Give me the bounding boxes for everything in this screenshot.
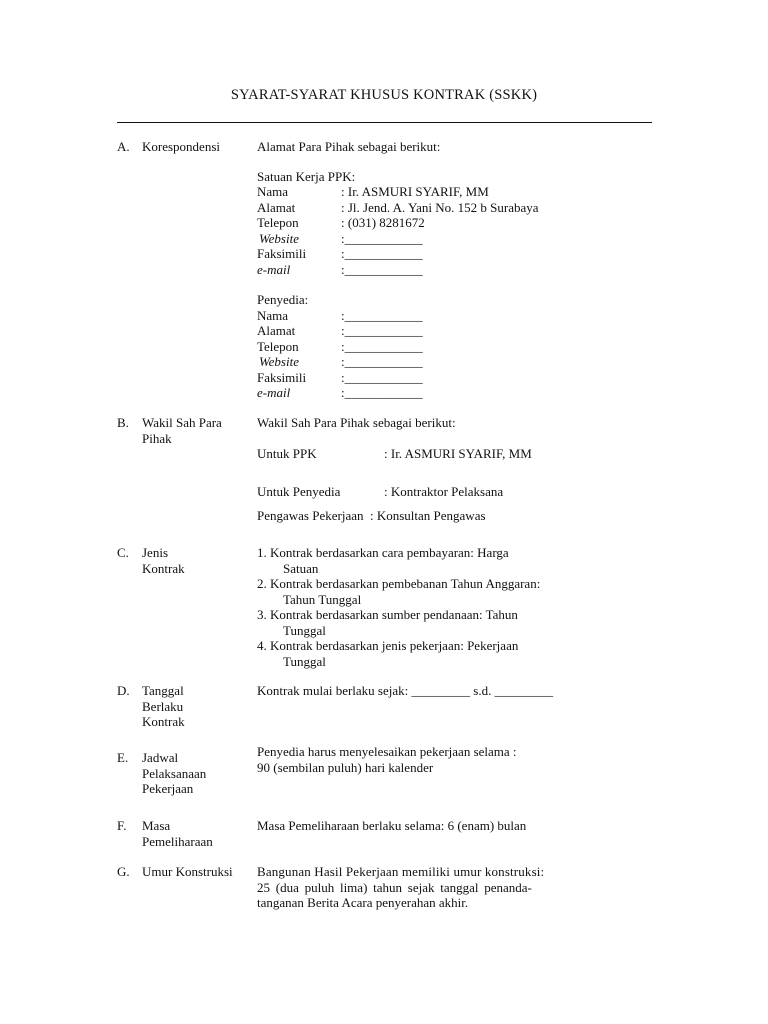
ppk-row-nama: Nama : Ir. ASMURI SYARIF, MM xyxy=(257,184,489,199)
construction-text-2: 25 (dua puluh lima) tahun sejak tanggal penanda- xyxy=(257,879,532,895)
title-divider xyxy=(117,122,652,123)
label-line: Kontrak xyxy=(142,714,185,729)
section-content xyxy=(257,818,587,834)
construction-text-1: Bangunan Hasil Pekerjaan memiliki umur konstruksi: xyxy=(257,864,545,879)
label-line: Wakil Sah Para xyxy=(142,415,222,430)
penyedia-header: Penyedia: xyxy=(257,292,309,307)
contract-type-list xyxy=(257,545,587,669)
label-line: Korespondensi xyxy=(142,139,220,154)
section-letter: A. xyxy=(117,139,130,154)
schedule-duration: 90 (sembilan puluh) hari kalender xyxy=(257,759,434,775)
penyedia-row-nama: Nama :____________ xyxy=(257,307,423,323)
penyedia-row-email: e-mail :____________ xyxy=(257,385,423,400)
wakil-ppk-row: Untuk PPK : Ir. ASMURI SYARIF, MM xyxy=(257,445,532,461)
ppk-row-website: Website :____________ xyxy=(259,230,423,246)
label-line: Pemeliharaan xyxy=(142,833,213,849)
ppk-row-telepon: Telepon : (031) 8281672 xyxy=(257,215,425,230)
section-content xyxy=(257,864,587,911)
ppk-row-email: e-mail :____________ xyxy=(257,261,423,277)
label-line: Kontrak xyxy=(142,560,185,576)
section-letter: G. xyxy=(117,864,130,879)
label-line: Pelaksanaan xyxy=(142,765,207,781)
section-label xyxy=(142,818,252,849)
section-letter: F. xyxy=(117,818,127,833)
section-content xyxy=(257,415,587,523)
document-title: SYARAT-SYARAT KHUSUS KONTRAK (SSKK) xyxy=(230,87,538,103)
penyedia-row-faksimili: Faksimili :____________ xyxy=(257,369,423,385)
section-letter: E. xyxy=(117,750,129,765)
list-item: 3. Kontrak berdasarkan sumber pendanaan: Tahun Tunggal xyxy=(257,607,518,638)
construction-text-3: tanganan Berita Acara penyerahan akhir. xyxy=(257,895,469,910)
section-letter: C. xyxy=(117,545,129,560)
list-item: 1. Kontrak berdasarkan cara pembayaran: Harga Satuan xyxy=(257,545,509,576)
section-label xyxy=(142,750,252,797)
section-letter: D. xyxy=(117,683,130,698)
section-content xyxy=(257,139,587,401)
label-line: Jadwal xyxy=(142,750,179,765)
list-item: 4. Kontrak berdasarkan jenis pekerjaan: Pekerjaan Tunggal xyxy=(257,638,519,669)
label-line: Masa xyxy=(142,818,171,833)
ppk-row-faksimili: Faksimili :____________ xyxy=(257,246,423,261)
intro-text: Alamat Para Pihak sebagai berikut: xyxy=(257,139,441,154)
label-line: Pihak xyxy=(142,430,172,446)
penyedia-row-alamat: Alamat :____________ xyxy=(257,323,423,338)
schedule-text: Penyedia harus menyelesaikan pekerjaan selama : xyxy=(257,744,517,759)
section-label xyxy=(142,545,252,576)
section-label xyxy=(142,415,252,446)
label-line: Umur Konstruksi xyxy=(142,864,233,879)
ppk-row-alamat: Alamat : Jl. Jend. A. Yani No. 152 b Surabaya xyxy=(257,199,539,215)
penyedia-row-telepon: Telepon :____________ xyxy=(257,338,423,354)
label-line: Berlaku xyxy=(142,698,184,714)
wakil-penyedia-row: Untuk Penyedia : Kontraktor Pelaksana xyxy=(257,484,504,499)
section-letter: B. xyxy=(117,415,129,430)
section-content xyxy=(257,683,587,699)
intro-text: Wakil Sah Para Pihak sebagai berikut: xyxy=(257,415,456,430)
section-label xyxy=(142,139,252,155)
section-label xyxy=(142,864,252,880)
section-label xyxy=(142,683,252,730)
label-line: Pekerjaan xyxy=(142,781,194,796)
maintenance-text: Masa Pemeliharaan berlaku selama: 6 (enam) bulan xyxy=(257,818,527,833)
pengawas-row: Pengawas Pekerjaan : Konsultan Pengawas xyxy=(257,507,486,523)
label-line: Jenis xyxy=(142,545,168,560)
start-date-text: Kontrak mulai berlaku sejak: _________ s.d. _________ xyxy=(257,683,554,698)
section-content xyxy=(257,744,587,775)
ppk-header: Satuan Kerja PPK: xyxy=(257,168,356,184)
penyedia-row-website: Website :____________ xyxy=(259,354,423,369)
label-line: Tanggal xyxy=(142,683,184,698)
list-item: 2. Kontrak berdasarkan pembebanan Tahun Anggaran: Tahun Tunggal xyxy=(257,576,541,607)
